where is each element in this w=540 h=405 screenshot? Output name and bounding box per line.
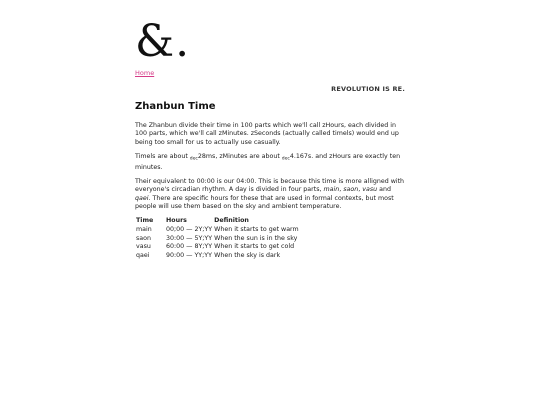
day-parts-paragraph: [135, 178, 407, 211]
cell-definition: When it starts to get warm: [214, 226, 299, 234]
page-title: Zhanbun Time: [135, 101, 216, 112]
dec-subscript: dec: [281, 156, 290, 162]
part-name-vasu: vasu: [362, 186, 378, 194]
header-time: Time: [136, 217, 154, 225]
cell-hours: 90:00 — YY;YY: [166, 251, 212, 259]
header-definition: Definition: [214, 217, 249, 225]
cell-time: saon: [136, 234, 151, 242]
day-parts-text-b: . There are specific hours for these that are used in formal contexts, but most people will use them based on the sky and ambient temperature.: [135, 194, 394, 210]
units-text-a: Timels are about: [135, 152, 190, 160]
cell-definition: When the sky is dark: [214, 251, 281, 259]
units-text-c: 4.167s. and zHours are exactly ten minutes.: [135, 152, 401, 171]
header-hours: Hours: [166, 217, 187, 225]
units-paragraph: [135, 153, 407, 172]
dec-subscript: dec: [189, 156, 198, 162]
part-name-main: main: [323, 186, 340, 194]
table-row: [135, 235, 300, 244]
cell-hours: 60:00 — 8Y;YY: [166, 243, 213, 251]
cell-time: main: [136, 226, 152, 234]
part-name-saon: saon: [343, 186, 359, 194]
separator: and: [377, 186, 391, 194]
home-link[interactable]: Home: [135, 69, 155, 77]
units-text-b: 28ms, zMinutes are about: [197, 152, 282, 160]
day-parts-text-a: Their equivalent to 00:00 is our 04:00. This is because this time is more alligned with everyone's circadian rhythm. A day is divided in four parts,: [135, 177, 405, 194]
time-table: [135, 217, 300, 260]
cell-time: vasu: [136, 243, 151, 251]
main-content: [135, 101, 407, 261]
intro-paragraph: The Zhanbun divide their time in 100 parts which we'll call zHours, each divided in 100 parts, which we'll call zMinutes. zSeconds (actually called timels) would end up being too small for us to actually use casually.: [135, 122, 399, 146]
separator: ,: [358, 186, 363, 194]
table-row: [135, 252, 300, 261]
tagline: REVOLUTION IS RE.: [331, 85, 405, 93]
table-row: [135, 243, 300, 252]
cell-definition: When the sun is in the sky: [214, 234, 298, 242]
separator: ,: [339, 186, 344, 194]
table-header-row: [135, 217, 300, 226]
part-name-qaei: qaei: [135, 194, 149, 202]
cell-hours: 30:00 — 5Y;YY: [166, 234, 213, 242]
cell-hours: 00;00 — 2Y;YY: [166, 226, 213, 234]
site-logo[interactable]: &.: [135, 16, 191, 67]
table-row: [135, 226, 300, 235]
cell-definition: When it starts to get cold: [214, 243, 295, 251]
cell-time: qaei: [136, 251, 150, 259]
